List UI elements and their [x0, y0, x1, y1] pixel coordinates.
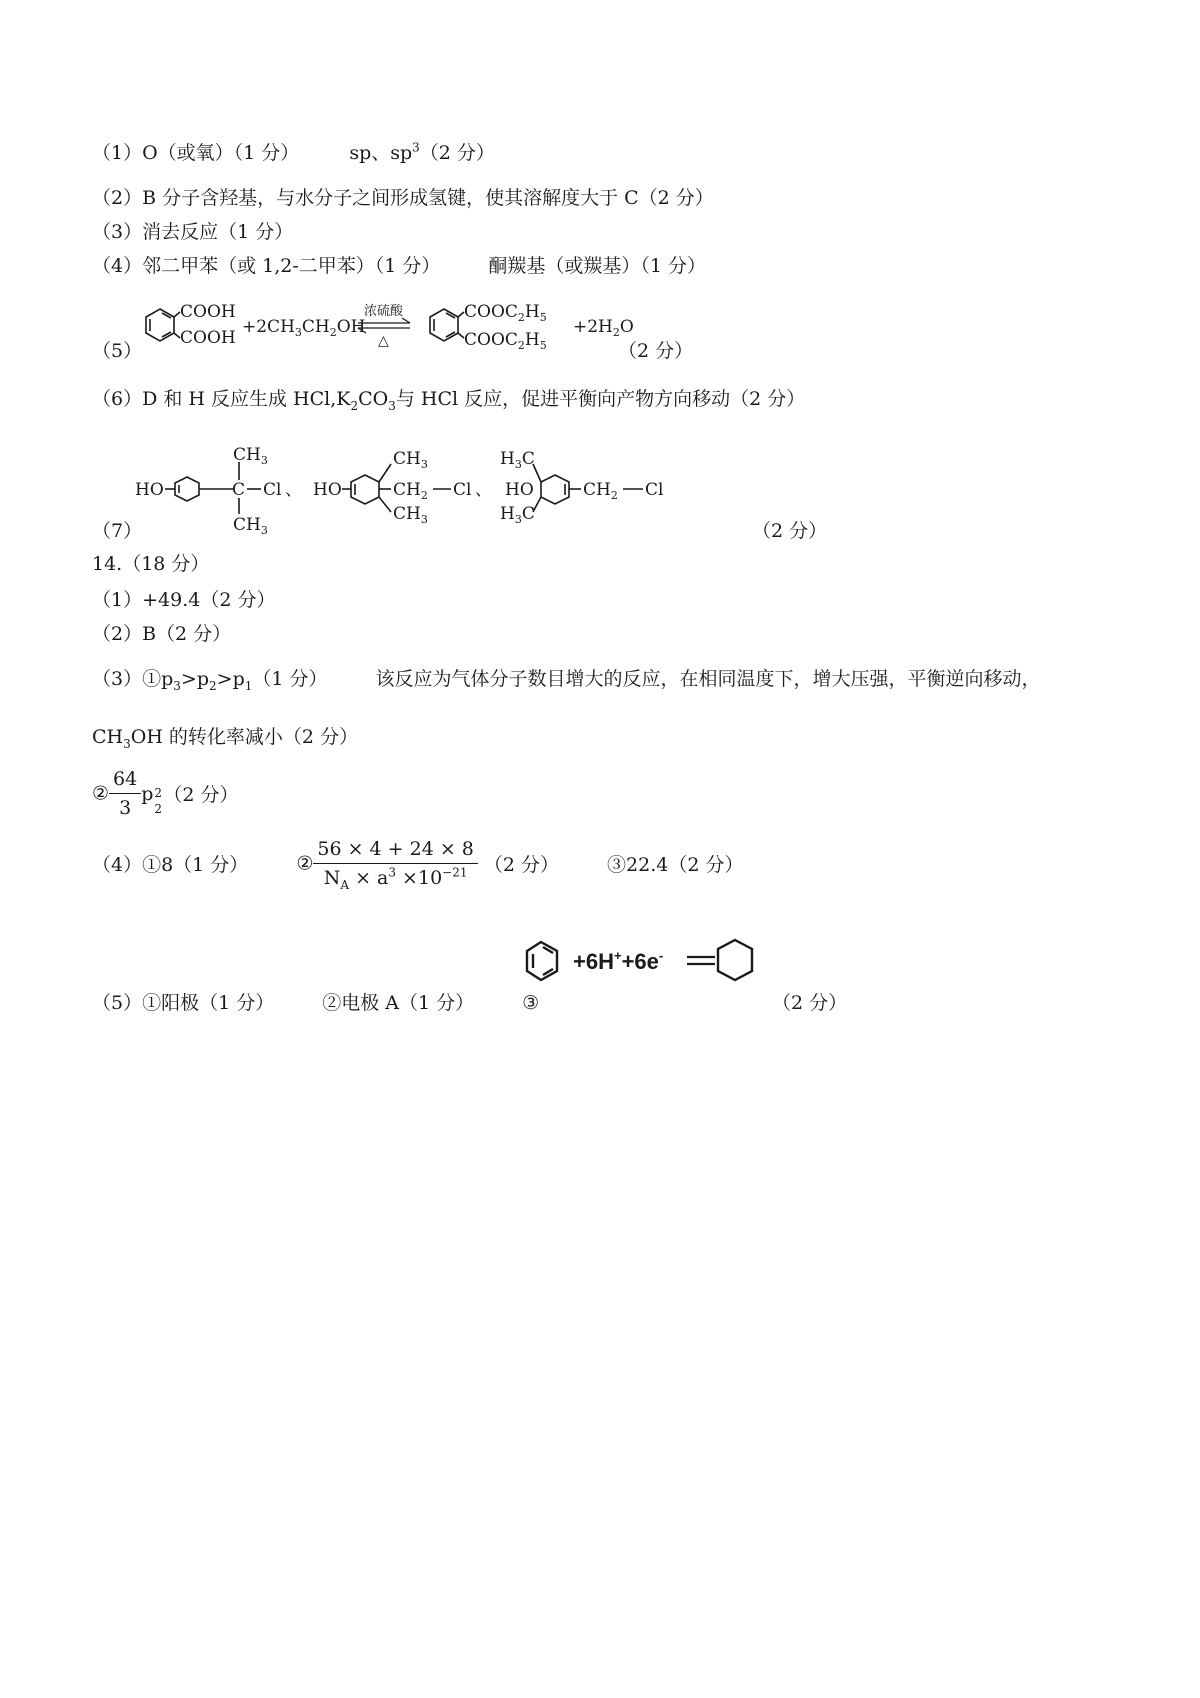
answer-text: 邻二甲苯（或 1,2-二甲苯）（1 分） — [142, 255, 441, 277]
svg-text:HO: HO — [313, 480, 342, 500]
isomer-structures — [135, 440, 695, 535]
item-label: （3） — [92, 221, 143, 243]
item-label-7: （7） — [92, 520, 143, 542]
svg-text:COOC2H5: $COOC_2H_5$ — [464, 302, 547, 324]
answer-14-4: （4）①8（1 分） ② $\frac{56 \times 4 + 24 \times 8}{N_A \times a^3 \times 10^{-21}}$ （2 分） ③22.4（2 分） — [92, 838, 744, 892]
kp-fraction: $\frac{64}{3}$ — [109, 768, 141, 819]
svg-text:COOH: COOH — [180, 302, 236, 322]
svg-text:COOC2H5: $COOC_2H_5$ — [464, 330, 547, 352]
svg-text:HO: HO — [135, 480, 164, 500]
answer-14-3-kp: ② $\frac{64}{3}$ p 2 2 （2 分） — [92, 768, 239, 819]
answer-14-1: （1）+49.4（2 分） — [92, 589, 276, 611]
svg-text:、: 、 — [285, 480, 302, 500]
svg-text:Cl: Cl — [263, 480, 282, 500]
benzene-ring-1 — [165, 462, 261, 514]
svg-text:CH3: $CH_3$ — [233, 515, 268, 537]
item-label: （2） — [92, 623, 143, 645]
svg-text:+2CH3CH2OH: $+2CH_3CH_2OH$ — [242, 317, 366, 339]
answer-text: O（或氧）（1 分） — [142, 142, 300, 164]
question-14-title: 14.（18 分） — [92, 553, 210, 575]
item-label: （6） — [92, 388, 143, 410]
svg-text:CH3: $CH_3$ — [393, 449, 428, 471]
svg-text:CH3: $CH_3$ — [393, 504, 428, 526]
score-13-5: （2 分） — [618, 340, 694, 362]
answer-13-4 — [92, 253, 706, 279]
svg-text:CH3: $CH_3$ — [233, 445, 268, 467]
svg-text:Cl: Cl — [645, 480, 664, 500]
answer-13-1: （1）O（或氧）（1 分） sp、$sp^3(2$ 分） — [92, 140, 495, 164]
svg-text:HO: HO — [505, 480, 534, 500]
answer-text: 消去反应（1 分） — [142, 221, 294, 243]
svg-text:COOH: COOH — [180, 328, 236, 348]
answer-14-2: （2）B（2 分） — [92, 623, 232, 645]
benzene-icon — [527, 942, 557, 980]
score-14-5: （2 分） — [772, 992, 848, 1014]
score-13-7: （2 分） — [752, 520, 828, 542]
answer-14-3: $(3)①p_3>p_2>p_1(1$ 分） 该反应为气体分子数目增大的反应，在相同温度下，增大压强，平衡逆向移动， — [92, 668, 1041, 693]
svg-text:H3C: $H_3C$ — [500, 449, 535, 471]
svg-text:CH2: $CH_2$ — [583, 480, 618, 502]
svg-text:浓硫酸: 浓硫酸 — [364, 304, 404, 319]
benzene-ring-product — [430, 309, 464, 341]
benzene-ring-reactant — [146, 309, 180, 341]
answer-text-b: 酮羰基（或羰基）（1 分） — [488, 255, 707, 277]
svg-text:+6H++6e-: +6H++6e- — [573, 948, 664, 974]
answer-text: B 分子含羟基，与水分子之间形成氢键，使其溶解度大于 C（2 分） — [142, 187, 714, 209]
equals-sign — [687, 957, 715, 964]
answer-14-5: （5）①阳极（1 分） ②电极 A（1 分） ③ — [92, 992, 540, 1014]
electrode-equation — [525, 934, 765, 994]
reason-text: 该反应为气体分子数目增大的反应，在相同温度下，增大压强，平衡逆向移动， — [375, 668, 1041, 690]
item-label: （2） — [92, 187, 143, 209]
svg-text:+2H2O: $+2H_2O$ — [573, 317, 634, 339]
answer-13-6: （6）D 和 H 反应生成 $HCl,K_2CO_3$与 HCl 反应，促进平衡向产物方向移动（2 分） — [92, 388, 806, 413]
svg-text:C: C — [232, 480, 246, 500]
svg-text:△: △ — [378, 333, 389, 349]
cyclohexane-icon — [718, 940, 752, 980]
svg-text:CH2: $CH_2$ — [393, 480, 428, 502]
svg-text:H3C: $H_3C$ — [500, 504, 535, 526]
answer-13-3 — [92, 219, 293, 245]
item-label: （4） — [92, 255, 143, 277]
hybridization-text: sp、sp — [349, 142, 413, 164]
item-label: （4） — [92, 854, 143, 876]
esterification-equation — [140, 295, 840, 365]
answer-13-2 — [92, 185, 714, 211]
svg-text:Cl: Cl — [453, 480, 472, 500]
reversible-arrow — [358, 318, 410, 333]
svg-text:、: 、 — [475, 480, 492, 500]
answer-14-3-continuation: $CH_3OH$ 的转化率减小（2 分） — [92, 726, 359, 751]
item-label: （5） — [92, 992, 143, 1014]
item-label: （3） — [92, 668, 143, 690]
item-label: （1） — [92, 589, 143, 611]
item-label-5: （5） — [92, 340, 143, 362]
item-label: （1） — [92, 142, 143, 164]
density-fraction: $\frac{56 \times 4 + 24 \times 8}{N_A \times a^3 \times 10^{-21}}$ — [313, 838, 478, 889]
